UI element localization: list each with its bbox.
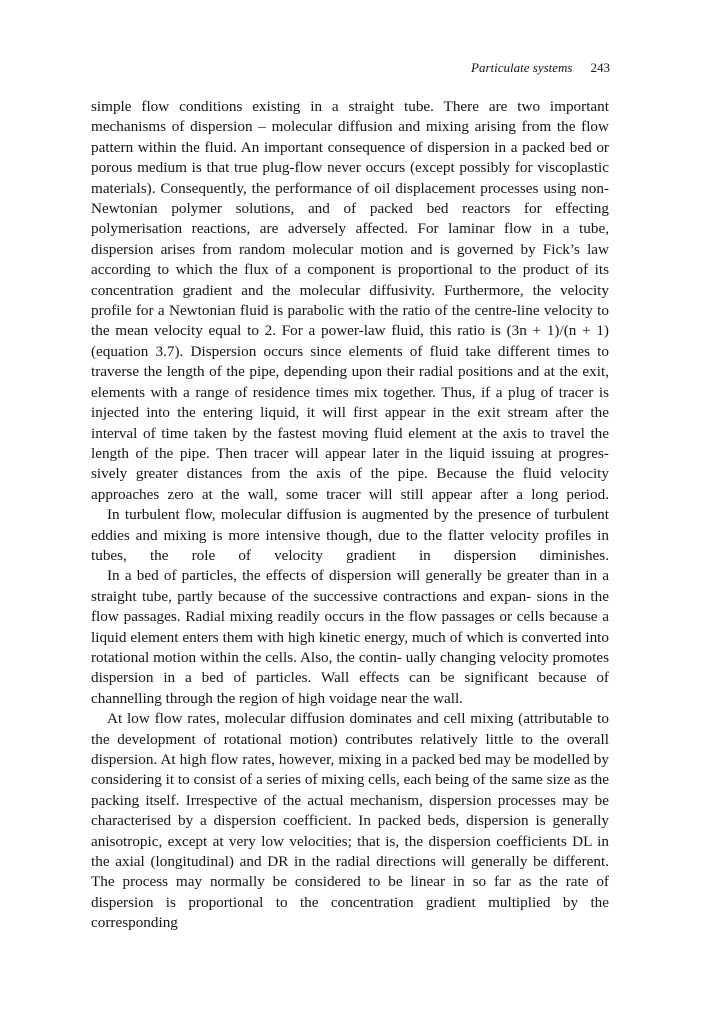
paragraph-3: In a bed of particles, the effects of dispersion will generally be greater than in a straight tube, partly because of the successive contractions and expan- sions in the flow passages. Radial mixing readily occurs in the flow passages or cells because a liquid element enters them with high kinetic energy, much of which is converted into rotational motion within the cells. Also, the contin- ually changing velocity promotes dispersion in a bed of particles. Wall effects can be significant because of channelling through the region of high voidage near the wall. [91, 567, 609, 707]
page-number: 243 [590, 60, 610, 75]
running-head-title: Particulate systems [471, 60, 573, 75]
paragraph-2: In turbulent flow, molecular diffusion is augmented by the presence of turbulent eddies and mixing is more intensive though, due to the flatter velocity profiles in tubes, the role of velocity gradient in dispersion diminishes. [91, 506, 609, 564]
paragraph-1: simple flow conditions existing in a straight tube. There are two important mechanisms of dispersion – molecular diffusion and mixing arising from the flow pattern within the fluid. An important consequence of dispersion in a packed bed or porous medium is that true plug-flow never occurs (except possibly for viscoplastic materials). Consequently, the performance of oil displacement processes using non-Newtonian polymer solutions, and of packed bed reactors for effecting polymerisation reactions, are adversely affected. For laminar flow in a tube, dispersion arises from random molecular motion and is governed by Fick’s law according to which the flux of a component is proportional to the product of its concentration gradient and the molecular diffusivity. Furthermore, the velocity profile for a Newtonian fluid is parabolic with the ratio of the centre-line velocity to the mean velocity equal to 2. For a power-law fluid, this ratio is (3n + 1)/(n + 1) (equation 3.7). Dispersion occurs since elements of fluid take different times to traverse the length of the pipe, depending upon their radial positions and at the exit, elements with a range of residence times mix together. Thus, if a plug of tracer is injected into the entering liquid, it will first appear in the exit stream after the interval of time taken by the fastest moving fluid element at the axis to travel the length of the pipe. Then tracer will appear later in the liquid issuing at progres- sively greater distances from the axis of the pipe. Because the fluid velocity approaches zero at the wall, some tracer will still appear after a long period. [91, 98, 609, 503]
paragraph-4: At low flow rates, molecular diffusion dominates and cell mixing (attributable to the development of rotational motion) contributes relatively little to the overall dispersion. At high flow rates, however, mixing in a packed bed may be modelled by considering it to consist of a series of mixing cells, each being of the same size as the packing itself. Irrespective of the actual mechanism, dispersion processes may be characterised by a dispersion coefficient. In packed beds, dispersion is generally anisotropic, except at very low velocities; that is, the dispersion coefficients DL in the axial (longitudinal) and DR in the radial directions will generally be different. The process may normally be considered to be linear in so far as the rate of dispersion is proportional to the concentration gradient multiplied by the corresponding [91, 710, 609, 932]
running-header [471, 60, 610, 76]
body-text [91, 97, 609, 934]
